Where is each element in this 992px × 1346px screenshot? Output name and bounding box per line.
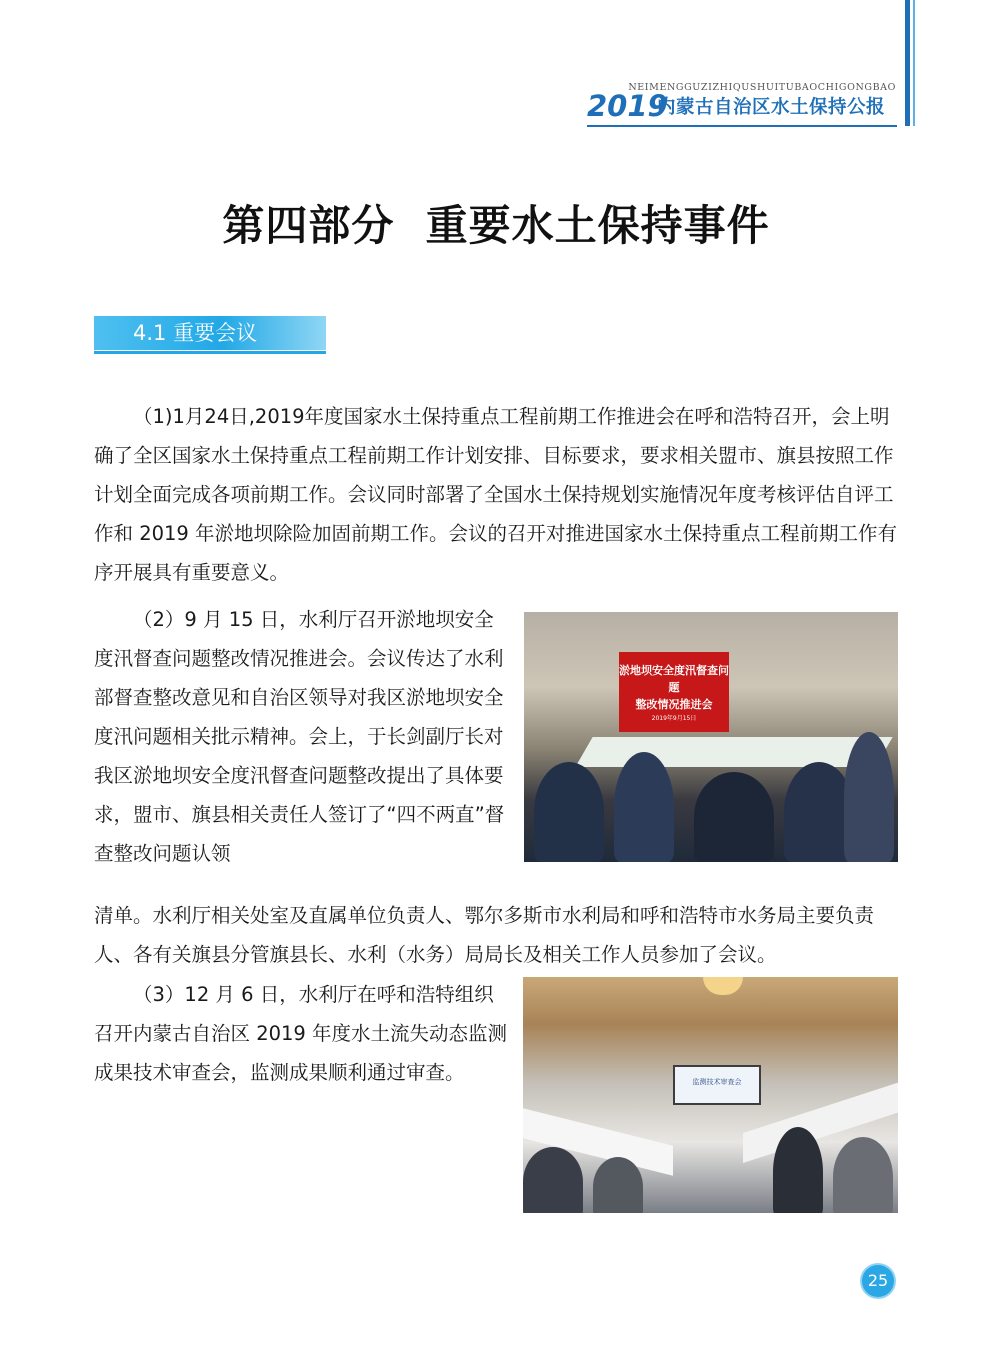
header-accent-bar-light	[913, 0, 915, 126]
photo1-attendee	[844, 732, 894, 862]
section-label: 4.1 重要会议	[133, 321, 258, 345]
photo2-attendee	[593, 1157, 643, 1213]
photo2-attendee	[773, 1127, 823, 1213]
paragraph-2: （2）9 月 15 日，水利厅召开淤地坝安全度汛督查问题整改情况推进会。会议传达了水利部督查整改意见和自治区领导对我区淤地坝安全度汛问题相关批示精神。会上，于长剑副厅长对我区淤地坝安全度汛督查问题整改提出了具体要求，盟市、旗县相关责任人签订了“四不两直”督查整改问题认领	[94, 608, 505, 865]
header-subtitle: NEIMENGGUZIZHIQUSHUITUBAOCHIGONGBAO	[628, 82, 896, 93]
photo1-attendee	[614, 752, 674, 862]
photo1-screen	[619, 652, 729, 732]
photo1-screen-line1: 淤地坝安全度汛督查问题	[619, 664, 729, 694]
paragraph-1: （1)1月24日,2019年度国家水土保持重点工程前期工作推进会在呼和浩特召开，会上明确了全区国家水土保持重点工程前期工作计划安排、目标要求，要求相关盟市、旗县按照工作计划全面完成各项前期工作。会议同时部署了全国水土保持规划实施情况年度考核评估自评工作和 2019 年淤地坝除险加固前期工作。会议的召开对推进国家水土保持重点工程前期工作有序开展具有重要意义。	[94, 405, 898, 584]
photo2-attendee	[833, 1137, 893, 1213]
meeting-photo-2	[523, 977, 898, 1213]
photo2-screen	[673, 1065, 761, 1105]
page-number: 25	[862, 1265, 894, 1297]
header-year: 2019	[587, 89, 668, 123]
photo1-attendee	[694, 772, 774, 862]
header-rule	[587, 125, 897, 127]
photo1-table	[575, 737, 892, 767]
photo1-screen-date: 2019年9月15日	[651, 715, 697, 722]
photo1-attendee	[534, 762, 604, 862]
photo2-attendee	[523, 1147, 583, 1213]
paragraph-3: （3）12 月 6 日，水利厅在呼和浩特组织召开内蒙古自治区 2019 年度水土流失动态监测成果技术审查会，监测成果顺利通过审查。	[94, 983, 508, 1084]
paragraph-2-continued: 清单。水利厅相关处室及直属单位负责人、鄂尔多斯市水利局和呼和浩特市水务局主要负责人、各有关旗县分管旗县长、水利（水务）局局长及相关工作人员参加了会议。	[94, 904, 875, 966]
header-title: 内蒙古自治区水土保持公报	[657, 97, 886, 118]
meeting-photo-1	[524, 612, 898, 862]
photo2-screen-text: 监测技术审查会	[692, 1078, 742, 1086]
photo2-chandelier	[703, 977, 743, 995]
header-accent-bar	[905, 0, 910, 126]
photo1-screen-line2: 整改情况推进会	[635, 698, 713, 711]
part-title: 第四部分 重要水土保持事件	[222, 201, 770, 251]
section-tab-underline	[94, 351, 326, 354]
